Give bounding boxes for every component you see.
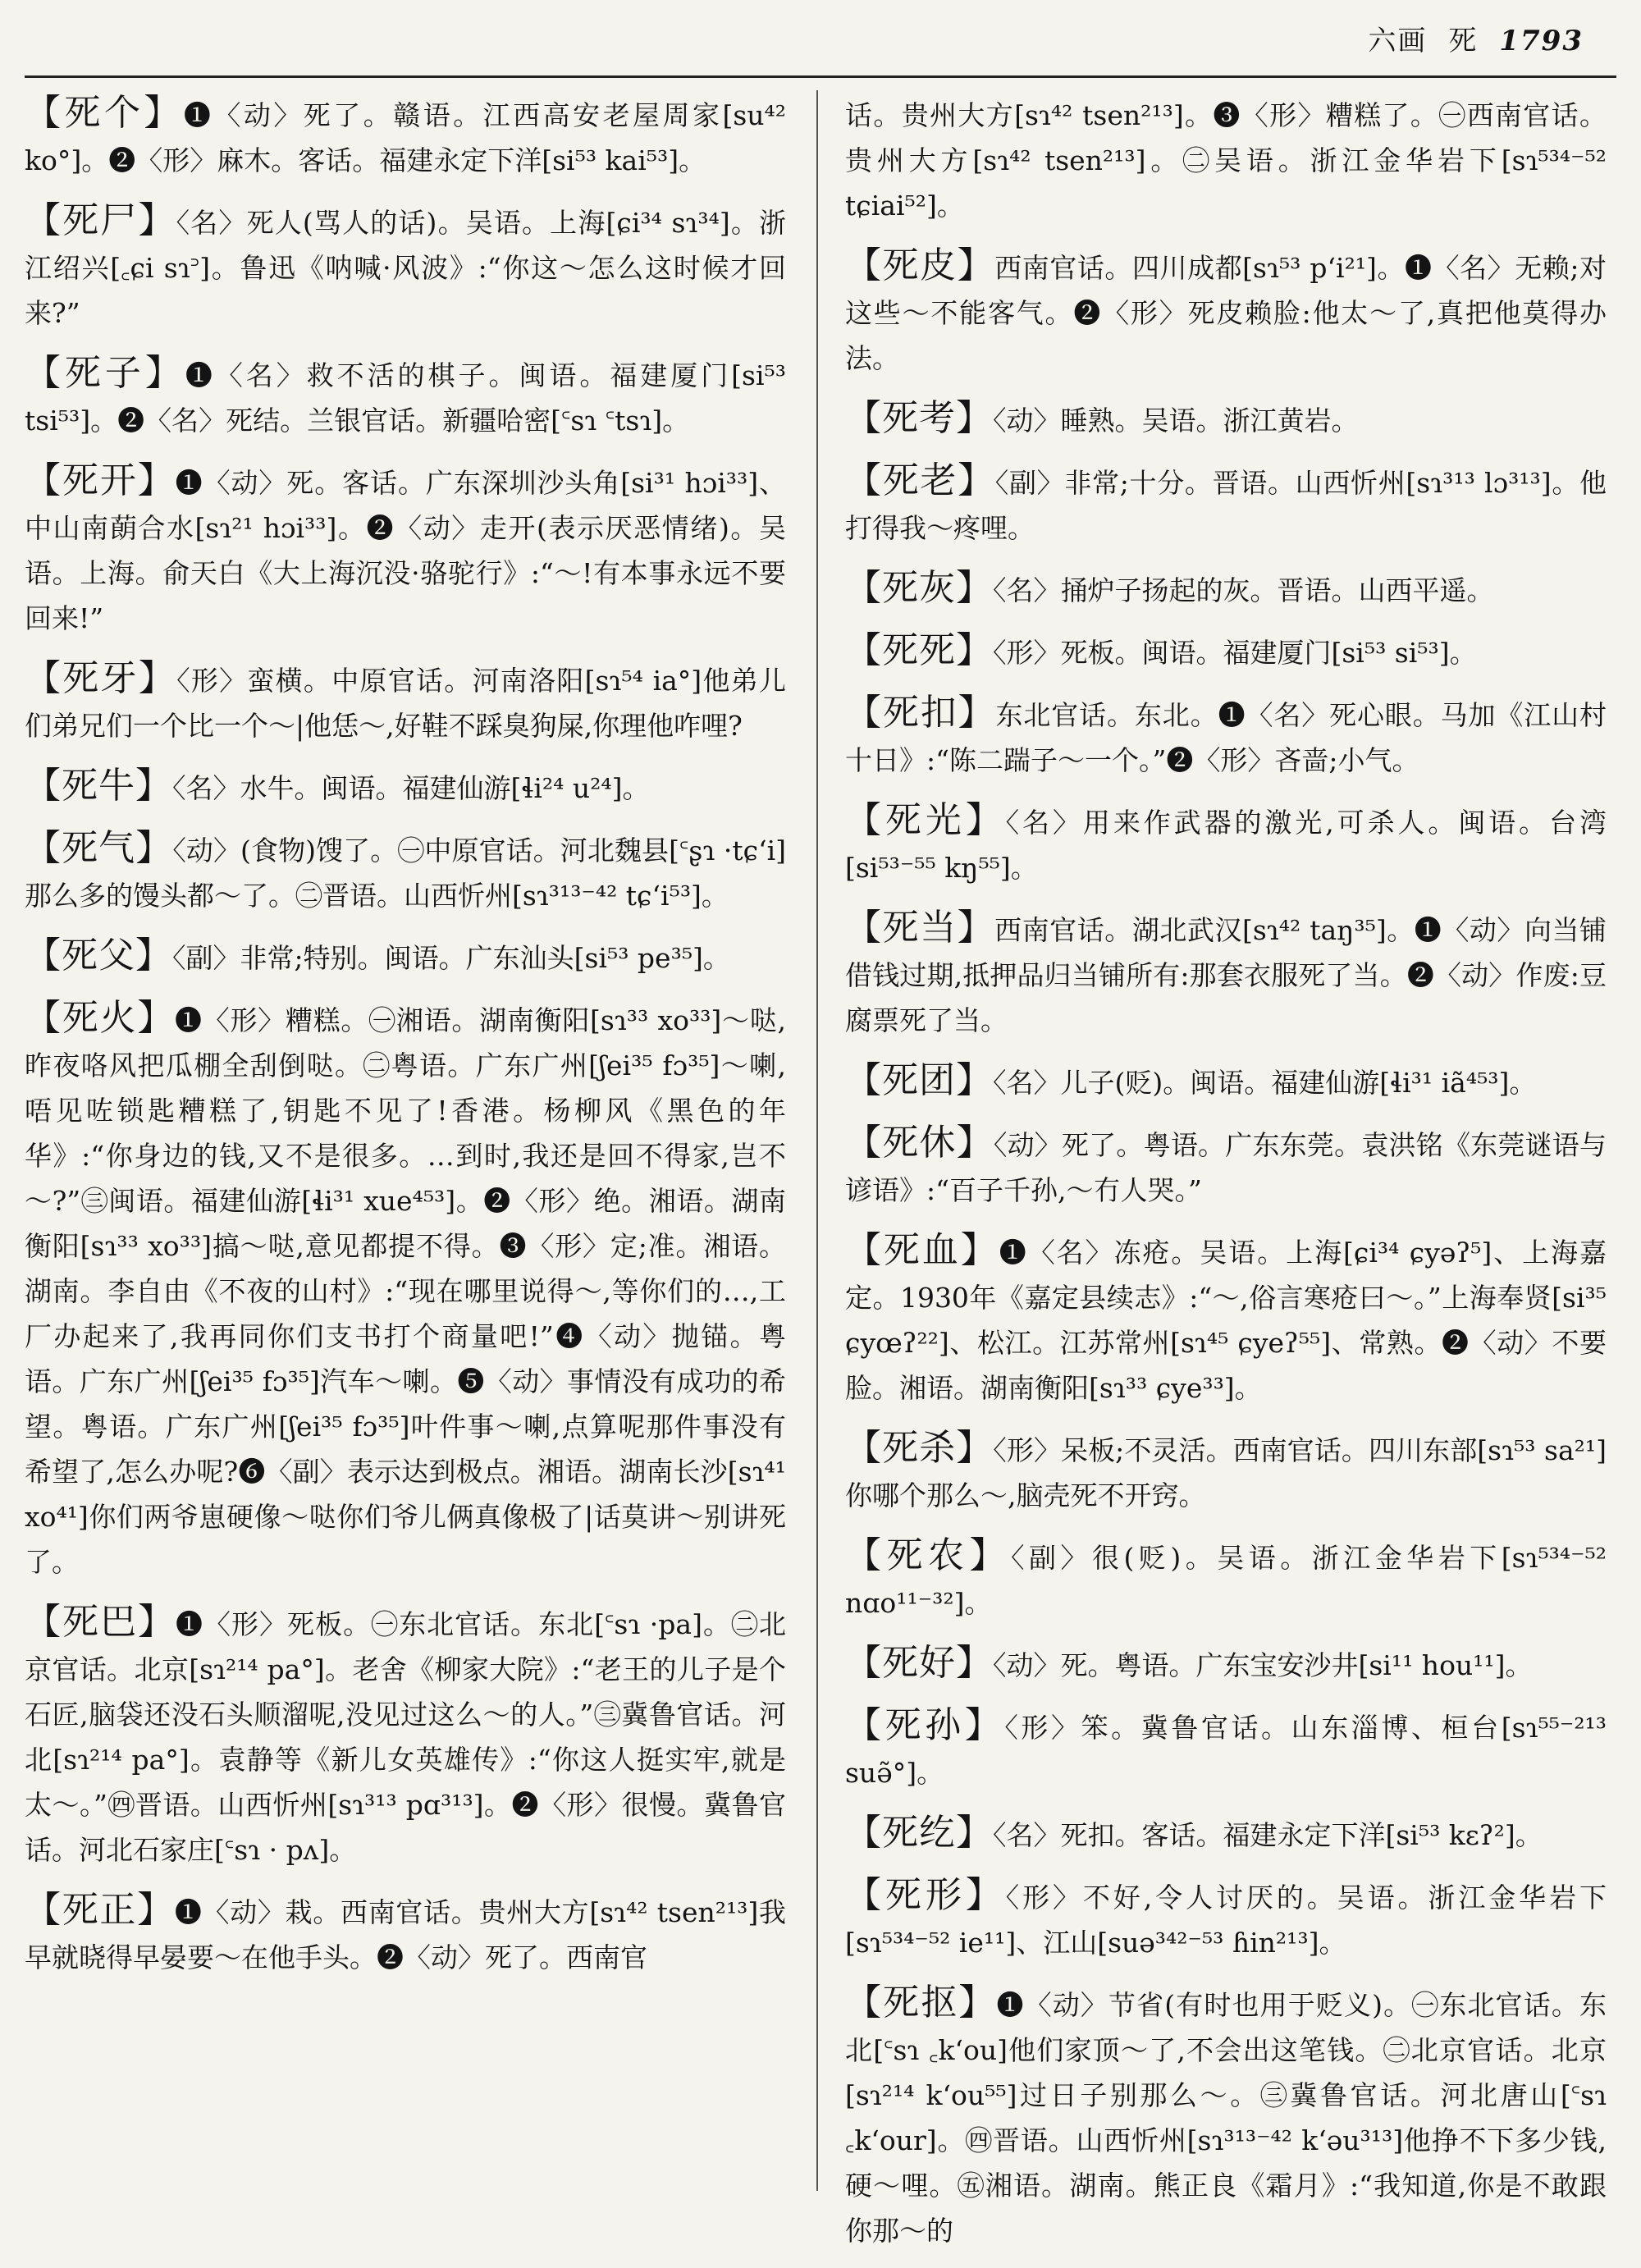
entry-definition: 东北官话。东北。❶〈名〉死心眼。马加《江山村十日》:“陈二踹子～一个。”❷〈形〉吝啬;小气。 [845, 699, 1607, 776]
running-header [1368, 18, 1584, 67]
dictionary-entry [845, 1810, 1607, 1858]
entry-definition: 〈名〉用来作武器的激光,可杀人。闽语。台湾[si⁵³⁻⁵⁵ kŋ⁵⁵]。 [845, 807, 1607, 884]
dictionary-entry [845, 690, 1607, 783]
entry-definition: 〈副〉非常;十分。晋语。山西忻州[sɿ³¹³ lɔ³¹³]。他打得我～疼哩。 [845, 467, 1607, 544]
dictionary-entry [25, 90, 786, 183]
dictionary-entry [845, 905, 1607, 1043]
entry-headword: 【死老】 [845, 460, 995, 501]
dictionary-entry [25, 1599, 786, 1872]
entry-definition: 〈名〉儿子(贬)。闽语。福建仙游[ɬi³¹ iã⁴⁵³]。 [993, 1067, 1537, 1099]
entry-headword: 【死皮】 [845, 245, 995, 286]
entry-definition: ❶〈形〉糟糕。㊀湘语。湖南衡阳[sɿ³³ xo³³]～哒,昨夜咯风把瓜棚全刮倒哒。㊁粤语。广东广州[ʃei³⁵ fɔ³⁵]～喇,唔见咗锁匙糟糕了,钥匙不见了!香港。杨柳风《黑色的年华》:“你身边的钱,又不是很多。…到时,我还是回不得家,岂不～?”㊂闽语。福建仙游[ɬi³¹ xue⁴⁵³]。❷〈形〉绝。湘语。湖南衡阳[sɿ³³ xo³³]搞～哒,意见都提不得。❸〈形〉定;准。湘语。湖南。李自由《不夜的山村》:“现在哪里说得～,等你们的…,工厂办起来了,我再同你们支书打个商量吧!”❹〈动〉抛锚。粤语。广东广州[ʃei³⁵ fɔ³⁵]汽车～喇。❺〈动〉事情没有成功的希望。粤语。广东广州[ʃei³⁵ fɔ³⁵]叶件事～喇,点算呢那件事没有希望了,怎么办呢?❻〈副〉表示达到极点。湘语。湖南长沙[sɿ⁴¹ xo⁴¹]你们两爷崽硬像～哒你们爷儿俩真像极了|话莫讲～别讲死了。 [25, 1004, 787, 1578]
entry-definition: 〈形〉死板。闽语。福建厦门[si⁵³ si⁵³]。 [993, 637, 1477, 669]
entry-headword: 【死牙】 [25, 657, 177, 699]
entry-definition: ❶〈形〉死板。㊀东北官话。东北[꜂sɿ ·pa]。㊁北京官话。北京[sɿ²¹⁴ pa°]。老舍《柳家大院》:“老王的儿子是个石匠,脑袋还没石头顺溜呢,没见过这么～的人。”㊂冀鲁官话。河北[sɿ²¹⁴ pa°]。袁静等《新儿女英雄传》:“你这人挺实牢,就是太～。”㊃晋语。山西忻州[sɿ³¹³ pɑ³¹³]。❷〈形〉很慢。冀鲁官话。河北石家庄[꜂sɿ · pʌ]。 [25, 1608, 786, 1866]
entry-definition: 〈动〉(食物)馊了。㊀中原官话。河北魏县[꜂ʂɿ ·tɕʻi]那么多的馒头都～了。㊁晋语。山西忻州[sɿ³¹³⁻⁴² tɕʻi⁵³]。 [25, 834, 786, 912]
entry-definition: 〈副〉很(贬)。吴语。浙江金华岩下[sɿ⁵³⁴⁻⁵² nɑo¹¹⁻³²]。 [845, 1542, 1607, 1619]
entry-headword: 【死杀】 [845, 1427, 994, 1469]
column-divider [816, 90, 818, 2191]
entry-definition: ❶〈名〉救不活的棋子。闽语。福建厦门[si⁵³ tsi⁵³]。❷〈名〉死结。兰银官话。新疆哈密[꜂sɿ ꜂tsɿ]。 [25, 359, 787, 437]
entry-headword: 【死死】 [845, 629, 993, 671]
entry-headword: 【死考】 [845, 397, 993, 439]
dictionary-entry [25, 825, 786, 918]
dictionary-entry [25, 198, 786, 336]
entry-headword: 【死孙】 [845, 1704, 1005, 1746]
dictionary-entry [25, 763, 786, 811]
entry-headword: 【死休】 [845, 1122, 994, 1164]
entry-definition: ❶〈动〉节省(有时也用于贬义)。㊀东北官话。东北[꜂sɿ ꜀kʻou]他们家顶～了,不会出这笔钱。㊁北京官话。北京[sɿ²¹⁴ kʻou⁵⁵]过日子别那么～。㊂冀鲁官话。河北唐山[꜂sɿ ꜀kʻour]。㊃晋语。山西忻州[sɿ³¹³⁻⁴² kʻəu³¹³]他挣不下多少钱,硬～哩。㊄湘语。湖南。熊正良《霜月》:“我知道,你是不敢跟你那～的 [845, 1989, 1607, 2247]
entry-definition: ❶〈名〉冻疮。吴语。上海[ɕi³⁴ ɕyəʔ⁵]、上海嘉定。1930年《嘉定县续志》:“～,俗言寒疮曰～。”上海奉贤[si³⁵ ɕyœʔ²²]、松江。江苏常州[sɿ⁴⁵ ɕyeʔ⁵⁵]、常熟。❷〈动〉不要脸。湘语。湖南衡阳[sɿ³³ ɕye³³]。 [845, 1237, 1607, 1404]
entry-definition: 〈动〉死了。粤语。广东东莞。袁洪铭《东莞谜语与谚语》:“百子千孙,～冇人哭。” [845, 1129, 1607, 1206]
entry-headword: 【死开】 [25, 460, 176, 501]
dictionary-entry [25, 350, 786, 443]
entry-headword: 【死纥】 [845, 1812, 993, 1854]
dictionary-entry [845, 1703, 1607, 1795]
entry-headword: 【死子】 [25, 352, 185, 394]
dictionary-entry [845, 1120, 1607, 1213]
dictionary-entry [845, 1425, 1607, 1518]
dictionary-entry [845, 243, 1607, 381]
dictionary-entry [25, 995, 786, 1584]
dictionary-entry [845, 1058, 1607, 1105]
entry-headword: 【死火】 [25, 997, 175, 1039]
page-number: 1793 [1499, 25, 1584, 57]
entry-headword: 【死尸】 [25, 199, 176, 241]
entry-headword: 【死巴】 [25, 1601, 176, 1643]
entry-definition: 〈形〉笨。冀鲁官话。山东淄博、桓台[sɿ⁵⁵⁻²¹³ suə̃°]。 [845, 1712, 1607, 1789]
dictionary-entry [845, 1228, 1607, 1411]
entry-headword: 【死当】 [845, 907, 995, 949]
entry-definition: 〈形〉不好,令人讨厌的。吴语。浙江金华岩下[sɿ⁵³⁴⁻⁵² ie¹¹]、江山[suə³⁴²⁻⁵³ ɦin²¹³]。 [845, 1882, 1607, 1959]
entry-definition: 〈动〉死。粤语。广东宝安沙井[si¹¹ hou¹¹]。 [993, 1649, 1533, 1681]
dictionary-entry [845, 458, 1607, 551]
entry-definition: 西南官话。湖北武汉[sɿ⁴² taŋ³⁵]。❶〈动〉向当铺借钱过期,抵押品归当铺所有:那套衣服死了当。❷〈动〉作废:豆腐票死了当。 [845, 914, 1607, 1036]
dictionary-entry [845, 90, 1607, 228]
entry-definition: ❶〈动〉死了。赣语。江西高安老屋周家[su⁴² ko°]。❷〈形〉麻木。客话。福建永定下洋[si⁵³ kai⁵³]。 [25, 99, 786, 176]
dictionary-entry [845, 396, 1607, 443]
entry-definition: 〈名〉水牛。闽语。福建仙游[ɬi²⁴ u²⁴]。 [172, 772, 650, 804]
entry-definition: 话。贵州大方[sɿ⁴² tsen²¹³]。❸〈形〉糟糕了。㊀西南官话。贵州大方[sɿ⁴² tsen²¹³]。㊁吴语。浙江金华岩下[sɿ⁵³⁴⁻⁵² tɕiai⁵²]。 [845, 99, 1607, 222]
dictionary-entry [845, 628, 1607, 675]
dictionary-entry [845, 1872, 1607, 1965]
entry-definition: 〈副〉非常;特别。闽语。广东汕头[si⁵³ pe³⁵]。 [172, 942, 730, 974]
entry-definition: 〈名〉死扣。客话。福建永定下洋[si⁵³ kɛʔ²]。 [993, 1819, 1543, 1851]
dictionary-entry [845, 1980, 1607, 2253]
entry-headword: 【死农】 [845, 1534, 1011, 1576]
entry-headword: 【死好】 [845, 1642, 993, 1684]
header-rule [25, 75, 1616, 78]
entry-definition: 〈动〉睡熟。吴语。浙江黄岩。 [993, 405, 1359, 437]
dictionary-entry [845, 798, 1607, 890]
dictionary-entry [25, 458, 786, 641]
dictionary-entry [845, 565, 1607, 613]
entry-headword: 【死牛】 [25, 765, 172, 807]
entry-headword: 【死父】 [25, 935, 172, 976]
entry-headword: 【死灰】 [845, 567, 993, 609]
entry-headword: 【死形】 [845, 1874, 1006, 1916]
section-label: 六画 [1368, 25, 1428, 57]
dictionary-entry [25, 933, 786, 981]
entry-headword: 【死团】 [845, 1059, 993, 1101]
dictionary-entry [25, 1887, 786, 1980]
entry-definition: ❶〈动〉死。客话。广东深圳沙头角[si³¹ hɔi³³]、中山南蓢合水[sɿ²¹ hɔi³³]。❷〈动〉走开(表示厌恶情绪)。吴语。上海。俞天白《大上海沉没·骆驼行》:“～!有本事永远不要回来!” [25, 467, 787, 634]
entry-definition: 〈形〉蛮横。中原官话。河南洛阳[sɿ⁵⁴ ia°]他弟儿们弟兄们一个比一个～|他恁～,好鞋不踩臭狗屎,你理他咋哩? [25, 665, 786, 742]
dictionary-entry [25, 656, 786, 748]
entry-definition: 西南官话。四川成都[sɿ⁵³ pʻi²¹]。❶〈名〉无赖;对这些～不能客气。❷〈形〉死皮赖脸:他太～了,真把他莫得办法。 [845, 252, 1607, 374]
entry-headword: 【死正】 [25, 1889, 175, 1931]
entry-headword: 【死个】 [25, 92, 184, 134]
entry-headword: 【死光】 [845, 799, 1006, 841]
entry-definition: 〈名〉死人(骂人的话)。吴语。上海[ɕi³⁴ sɿ³⁴]。浙江绍兴[꜀ɕi sɿ꜄]。鲁迅《呐喊·风波》:“你这～怎么这时候才回来?” [25, 207, 787, 329]
entry-headword: 【死抠】 [845, 1982, 997, 2023]
entry-definition: 〈名〉捅炉子扬起的灰。晋语。山西平遥。 [993, 574, 1494, 606]
entry-definition: ❶〈动〉栽。西南官话。贵州大方[sɿ⁴² tsen²¹³]我早就晓得早晏要～在他手头。❷〈动〉死了。西南官 [25, 1896, 786, 1973]
dictionary-entry [845, 1640, 1607, 1688]
entry-headword: 【死扣】 [845, 692, 996, 734]
entry-definition: 〈形〉呆板;不灵活。西南官话。四川东部[sɿ⁵³ sa²¹]你哪个那么～,脑壳死不开窍。 [845, 1434, 1607, 1511]
headword-char: 死 [1448, 25, 1479, 57]
right-column [845, 90, 1607, 2268]
entry-headword: 【死气】 [25, 827, 173, 869]
left-column [25, 90, 786, 1995]
dictionary-entry [845, 1533, 1607, 1626]
entry-headword: 【死血】 [845, 1229, 999, 1271]
